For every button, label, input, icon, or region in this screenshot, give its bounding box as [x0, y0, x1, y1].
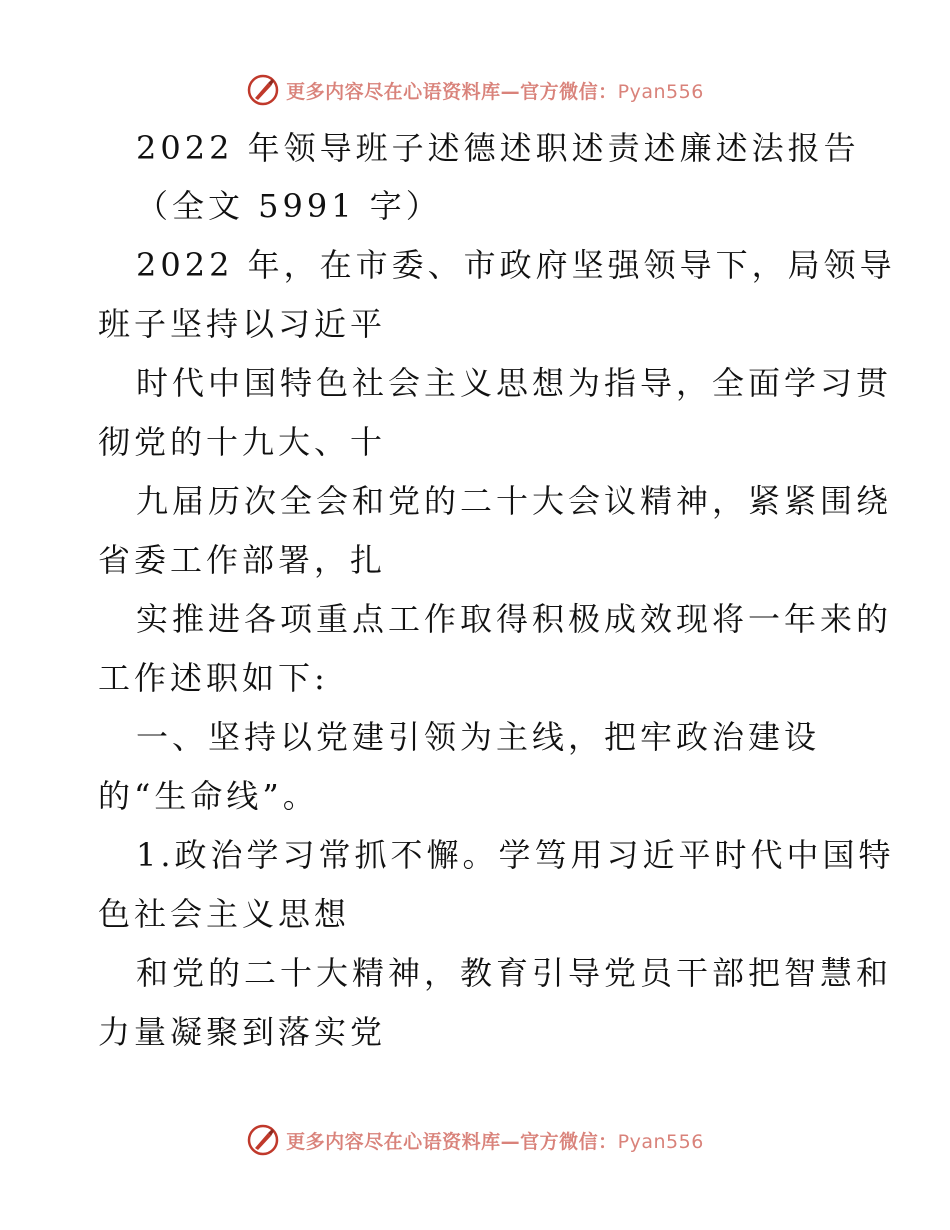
- paragraph-line: 1.政治学习常抓不懈。学笃用习近平时代中国特: [136, 836, 895, 874]
- watermark-text: 更多内容尽在心语资料库—官方微信：Pyan556: [286, 1130, 704, 1153]
- paragraph-line: 2022 年，在市委、市政府坚强领导下，局领导: [136, 246, 896, 284]
- paragraph-line: 时代中国特色社会主义思想为指导，全面学习贯: [136, 364, 893, 402]
- paragraph-line: 力量凝聚到落实党: [98, 1013, 387, 1051]
- paragraph-line: 彻党的十九大、十: [98, 423, 387, 461]
- paragraph-line: 省委工作部署，扎: [98, 541, 387, 579]
- pen-nib-logo-icon: [246, 1123, 280, 1157]
- paragraph-line: 工作述职如下:: [98, 659, 329, 697]
- paragraph-line: 班子坚持以习近平: [98, 305, 387, 343]
- section-heading: 一、坚持以党建引领为主线，把牢政治建设: [136, 718, 821, 756]
- section-heading: 的“生命线”。: [98, 777, 319, 815]
- document-subtitle: （全文 5991 字）: [136, 187, 442, 225]
- footer-watermark: [0, 1120, 950, 1160]
- paragraph-line: 和党的二十大精神，教育引导党员干部把智慧和: [136, 954, 893, 992]
- paragraph-line: 色社会主义思想: [98, 895, 351, 933]
- document-title: 2022 年领导班子述德述职述责述廉述法报告: [136, 129, 860, 167]
- paragraph-line: 实推进各项重点工作取得积极成效现将一年来的: [136, 600, 893, 638]
- paragraph-line: 九届历次全会和党的二十大会议精神，紧紧围绕: [136, 482, 893, 520]
- watermark-text: 更多内容尽在心语资料库—官方微信：Pyan556: [286, 80, 704, 103]
